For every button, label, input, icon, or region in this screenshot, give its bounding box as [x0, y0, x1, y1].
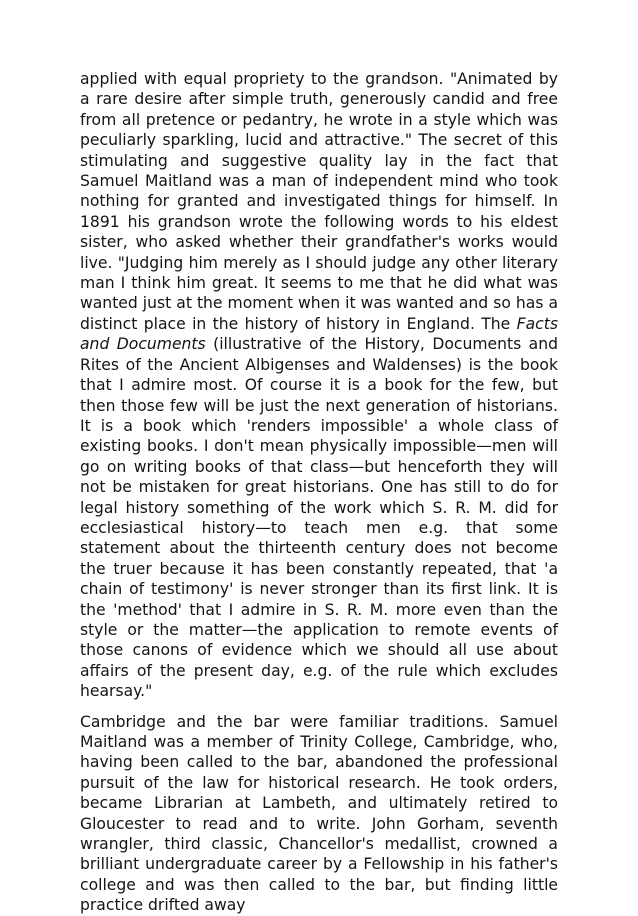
paragraph-text-after-title: (illustrative of the History, Documents and Rites of the Ancient Albigenses and Waldenses) is the book that I admire most. Of course it is a book for the few, but then those few will be just the next generation of historians. It is a book which 'renders impossible' a whole class of existing books. I don't mean physically impossible—men will go on writing books of that class—but henceforth they will not be mistaken for great historians. One has still to do for legal history something of the work which S. R. M. did for ecclesiastical history—to teach men e.g. that some statement about the thirteenth century does not become the truer because it has been constantly repeated, that 'a chain of testimony' is never stronger than its first link. It is the 'method' that I admire in S. R. M. more even than the style or the matter—the application to remote events of those canons of evidence which we should all use about affairs of the present day, e.g. of the rule which excludes hearsay." [80, 335, 558, 701]
document-page [80, 69, 558, 916]
paragraph-text: Cambridge and the bar were familiar traditions. Samuel Maitland was a member of Trinity College, Cambridge, who, having been called to the bar, abandoned the professional pursuit of the law for historical research. He took orders, became Librarian at Lambeth, and ultimately retired to Gloucester to read and to write. John Gorham, seventh wrangler, third classic, Chancellor's medallist, crowned a brilliant undergraduate career by a Fellowship in his father's college and was then called to the bar, but finding little practice drifted away [80, 712, 558, 915]
paragraph-maitland-grandfather [80, 69, 558, 702]
paragraph-cambridge-bar [80, 712, 558, 916]
paragraph-text-before-title: applied with equal propriety to the grandson. "Animated by a rare desire after simple truth, generously candid and free from all pretence or pedantry, he wrote in a style which was peculiarly sparkling, lucid and attractive." The secret of this stimulating and suggestive quality lay in the fact that Samuel Maitland was a man of independent mind who took nothing for granted and investigated things for himself. In 1891 his grandson wrote the following words to his eldest sister, who asked whether their grandfather's works would live. "Judging him merely as I should judge any other literary man I think him great. It seems to me that he did what was wanted just at the moment when it was wanted and so has a distinct place in the history of history in England. The [80, 70, 558, 333]
book-title: Facts and Documents [80, 314, 558, 354]
